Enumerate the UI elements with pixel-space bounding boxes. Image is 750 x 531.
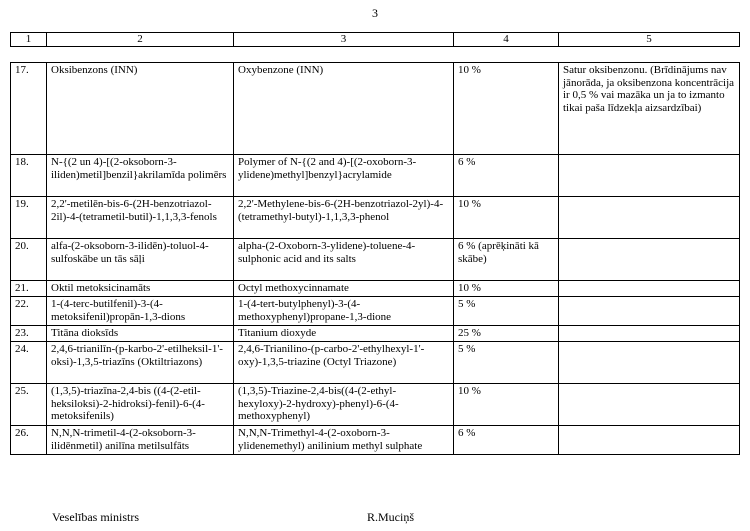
header-cell: 4 (454, 33, 559, 47)
warning-note-cell (559, 197, 740, 239)
latvian-name-cell: Oksibenzons (INN) (47, 63, 234, 155)
max-concentration-cell: 10 % (454, 281, 559, 297)
max-concentration-cell: 10 % (454, 384, 559, 426)
table-row (11, 63, 740, 155)
row-number-cell: 17. (11, 63, 47, 155)
warning-note-cell (559, 239, 740, 281)
max-concentration-cell: 5 % (454, 297, 559, 326)
warning-note-cell (559, 426, 740, 455)
latvian-name-cell: 2,2'-metilēn-bis-6-(2H-benzotriazol-2il)-4-(tetrametil-butil)-1,1,3,3-fenols (47, 197, 234, 239)
english-name-cell: alpha-(2-Oxoborn-3-ylidene)-toluene-4-sulphonic acid and its salts (234, 239, 454, 281)
table-row (11, 342, 740, 384)
english-name-cell: Octyl methoxycinnamate (234, 281, 454, 297)
column-number-header (10, 32, 740, 47)
signatory-title: Veselības ministrs (52, 510, 139, 524)
latvian-name-cell: 1-(4-terc-butilfenil)-3-(4-metoksifenil)propān-1,3-dions (47, 297, 234, 326)
warning-note-cell (559, 297, 740, 326)
english-name-cell: 2,4,6-Trianilino-(p-carbo-2'-ethylhexyl-1'-oxy)-1,3,5-triazine (Octyl Triazone) (234, 342, 454, 384)
row-number-cell: 19. (11, 197, 47, 239)
table-row (11, 297, 740, 326)
english-name-cell: Oxybenzone (INN) (234, 63, 454, 155)
table-row (11, 239, 740, 281)
latvian-name-cell: Titāna dioksīds (47, 326, 234, 342)
row-number-cell: 21. (11, 281, 47, 297)
table-row (11, 326, 740, 342)
warning-note-cell: Satur oksibenzonu. (Brīdinājums nav jānorāda, ja oksibenzona koncentrācija ir 0,5 % vai mazāka un ja to izmanto tikai paša līdzekļa aizsardzībai) (559, 63, 740, 155)
warning-note-cell (559, 326, 740, 342)
row-number-cell: 22. (11, 297, 47, 326)
max-concentration-cell: 6 % (454, 155, 559, 197)
english-name-cell: N,N,N-Trimethyl-4-(2-oxoborn-3-ylidenemethyl) anilinium methyl sulphate (234, 426, 454, 455)
english-name-cell: Polymer of N-{(2 and 4)-[(2-oxoborn-3-ylidene)methyl]benzyl}acrylamide (234, 155, 454, 197)
latvian-name-cell: alfa-(2-oksoborn-3-ilidēn)-toluol-4-sulfoskābe un tās sāļi (47, 239, 234, 281)
row-number-cell: 25. (11, 384, 47, 426)
page-number: 3 (372, 6, 378, 20)
latvian-name-cell: N-{(2 un 4)-[(2-oksoborn-3-iliden)metil]benzil}akrilamīda polimērs (47, 155, 234, 197)
latvian-name-cell: Oktil metoksicinamāts (47, 281, 234, 297)
table-row (11, 426, 740, 455)
max-concentration-cell: 5 % (454, 342, 559, 384)
max-concentration-cell: 6 % (aprēķināti kā skābe) (454, 239, 559, 281)
header-cell: 5 (559, 33, 740, 47)
english-name-cell: 2,2'-Methylene-bis-6-(2H-benzotriazol-2yl)-4-(tetramethyl-butyl)-1,1,3,3-phenol (234, 197, 454, 239)
max-concentration-cell: 10 % (454, 63, 559, 155)
header-row (11, 33, 740, 47)
signatory-name: R.Muciņš (367, 510, 415, 524)
max-concentration-cell: 25 % (454, 326, 559, 342)
latvian-name-cell: N,N,N-trimetil-4-(2-oksoborn-3-ilidēnmetil) anilīna metilsulfāts (47, 426, 234, 455)
table-row (11, 155, 740, 197)
row-number-cell: 23. (11, 326, 47, 342)
table-row (11, 281, 740, 297)
header-cell: 1 (11, 33, 47, 47)
row-number-cell: 24. (11, 342, 47, 384)
latvian-name-cell: 2,4,6-trianilīn-(p-karbo-2'-etilheksil-1'-oksi)-1,3,5-triazīns (Oktiltriazons) (47, 342, 234, 384)
row-number-cell: 26. (11, 426, 47, 455)
max-concentration-cell: 6 % (454, 426, 559, 455)
row-number-cell: 18. (11, 155, 47, 197)
warning-note-cell (559, 155, 740, 197)
row-number-cell: 20. (11, 239, 47, 281)
english-name-cell: (1,3,5)-Triazine-2,4-bis((4-(2-ethyl-hexyloxy)-2-hydroxy)-phenyl)-6-(4-methoxyphenyl) (234, 384, 454, 426)
warning-note-cell (559, 384, 740, 426)
english-name-cell: 1-(4-tert-butylphenyl)-3-(4-methoxyphenyl)propane-1,3-dione (234, 297, 454, 326)
uv-filter-table (10, 62, 740, 455)
table-row (11, 197, 740, 239)
warning-note-cell (559, 342, 740, 384)
table-row (11, 384, 740, 426)
header-cell: 3 (234, 33, 454, 47)
english-name-cell: Titanium dioxyde (234, 326, 454, 342)
header-cell: 2 (47, 33, 234, 47)
max-concentration-cell: 10 % (454, 197, 559, 239)
warning-note-cell (559, 281, 740, 297)
latvian-name-cell: (1,3,5)-triazīna-2,4-bis ((4-(2-etil-heksiloksi)-2-hidroksi)-fenil)-6-(4-metoksifenils) (47, 384, 234, 426)
